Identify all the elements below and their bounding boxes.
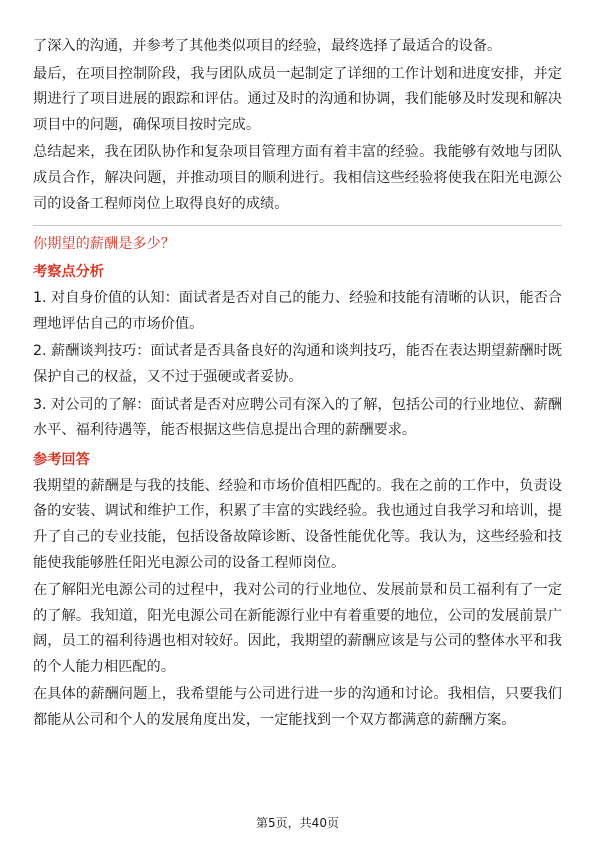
page-number: 第5页，共40页 — [256, 816, 339, 830]
section-divider — [33, 225, 562, 226]
answer-paragraph: 在了解阳光电源公司的过程中，我对公司的行业地位、发展前景和员工福利有了一定的了解。我知道，阳光电源公司在新能源行业中有着重要的地位，公司的发展前景广阔，员工的福利待遇也相对较好。因此，我期望的薪酬应该是与公司的整体水平和我的个人能力相匹配的。 — [33, 582, 562, 675]
analysis-item: 2. 薪酬谈判技巧：面试者是否具备良好的沟通和谈判技巧，能否在表达期望薪酬时既保护自己的权益，又不过于强硬或者妥协。 — [33, 343, 562, 385]
answer-paragraph: 在具体的薪酬问题上，我希望能与公司进行进一步的沟通和讨论。我相信，只要我们都能从公司和个人的发展角度出发，一定能找到一个双方都满意的薪酬方案。 — [33, 686, 562, 729]
document-page — [33, 34, 562, 736]
intro-paragraph: 了深入的沟通，并参考了其他类似项目的经验，最终选择了最适合的设备。 — [33, 38, 502, 54]
answer-paragraph: 我期望的薪酬是与我的技能、经验和市场价值相匹配的。我在之前的工作中，负责设备的安装、调试和维护工作，积累了丰富的实践经验。我也通过自我学习和培训，提升了自己的专业技能，包括设备故障诊断、设备性能优化等。我认为，这些经验和技能使我能够胜任阳光电源公司的设备工程师岗位。 — [33, 477, 562, 571]
analysis-item: 3. 对公司的了解：面试者是否对应聘公司有深入的了解，包括公司的行业地位、薪酬水平、福利待遇等，能否根据这些信息提出合理的薪酬要求。 — [33, 396, 562, 439]
answer-title: 参考回答 — [33, 451, 90, 468]
analysis-item: 1. 对自身价值的认知：面试者是否对自己的能力、经验和技能有清晰的认识，能否合理地评估自己的市场价值。 — [33, 290, 562, 332]
analysis-title: 考察点分析 — [33, 264, 104, 281]
intro-paragraph: 最后，在项目控制阶段，我与团队成员一起制定了详细的工作计划和进度安排，并定期进行了项目进展的跟踪和评估。通过及时的沟通和协调，我们能够及时发现和解决项目中的问题，确保项目按时完成。 — [33, 65, 562, 133]
question-heading: 你期望的薪酬是多少？ — [33, 236, 175, 253]
intro-paragraph: 总结起来，我在团队协作和复杂项目管理方面有着丰富的经验。我能够有效地与团队成员合作，解决问题，并推动项目的顺利进行。我相信这些经验将使我在阳光电源公司的设备工程师岗位上取得良好的成绩。 — [33, 144, 562, 212]
